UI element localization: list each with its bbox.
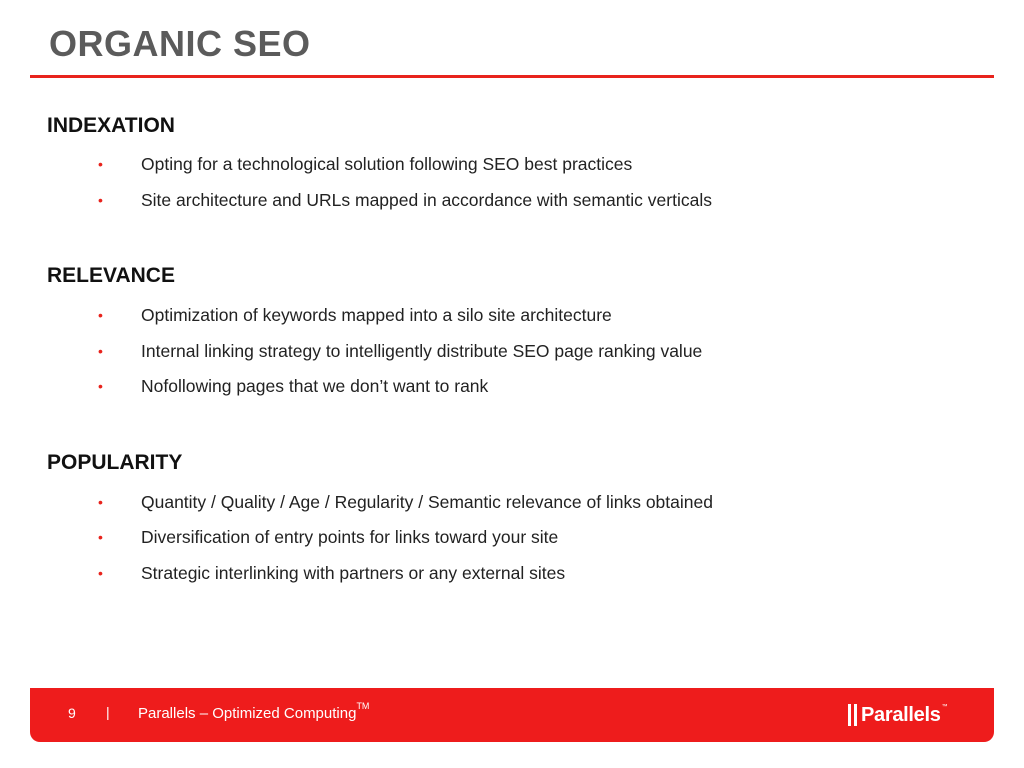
footer-tagline-text: Parallels – Optimized Computing <box>138 705 357 722</box>
logo-wordmark: Parallels <box>861 703 941 726</box>
bullet-icon: • <box>98 192 103 208</box>
list-item <box>98 338 958 364</box>
list-item <box>98 560 958 586</box>
bullet-text: Strategic interlinking with partners or any external sites <box>141 563 566 583</box>
bullet-text: Opting for a technological solution following SEO best practices <box>141 154 633 174</box>
list-item <box>98 187 958 213</box>
bullet-icon: • <box>98 378 103 394</box>
footer-bar <box>30 688 994 742</box>
bullet-text: Nofollowing pages that we don’t want to rank <box>141 376 489 396</box>
footer-trademark: TM <box>356 701 370 711</box>
logo-bars-icon <box>848 704 857 726</box>
list-item <box>98 373 958 399</box>
list-item <box>98 524 958 550</box>
bullet-text: Diversification of entry points for links toward your site <box>141 527 559 547</box>
bullet-text: Optimization of keywords mapped into a silo site architecture <box>141 305 612 325</box>
section-heading-relevance: RELEVANCE <box>47 264 175 287</box>
bullet-icon: • <box>98 343 103 359</box>
parallels-logo <box>848 701 948 729</box>
slide-title: ORGANIC SEO <box>49 23 311 64</box>
bullet-icon: • <box>98 156 103 172</box>
bullet-text: Quantity / Quality / Age / Regularity / Semantic relevance of links obtained <box>141 492 713 512</box>
footer-separator: | <box>106 704 110 720</box>
list-item <box>98 489 958 515</box>
bullet-icon: • <box>98 529 103 545</box>
bullet-text: Site architecture and URLs mapped in accordance with semantic verticals <box>141 190 712 210</box>
list-item <box>98 302 958 328</box>
section-heading-popularity: POPULARITY <box>47 451 183 474</box>
bullet-icon: • <box>98 494 103 510</box>
page-number: 9 <box>68 705 76 721</box>
bullet-icon: • <box>98 565 103 581</box>
title-divider <box>30 75 994 78</box>
section-heading-indexation: INDEXATION <box>47 114 175 137</box>
footer-tagline <box>138 701 370 722</box>
bullet-text: Internal linking strategy to intelligently distribute SEO page ranking value <box>141 341 703 361</box>
list-item <box>98 151 958 177</box>
bullet-icon: • <box>98 307 103 323</box>
logo-trademark: ™ <box>941 704 948 710</box>
